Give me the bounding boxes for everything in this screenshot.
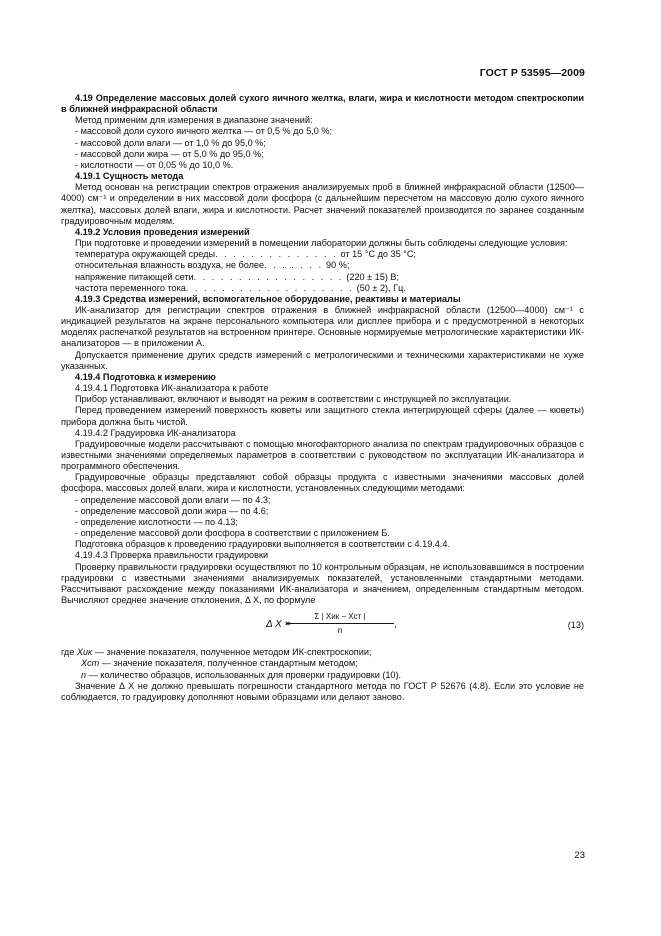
subsubsection-title: 4.19.4.2 Градуировка ИК-анализатора xyxy=(75,427,236,438)
where-item: Xст — значение показателя, полученное стандартным методом; xyxy=(81,658,358,669)
formula-number: (13) xyxy=(567,620,584,631)
paragraph: Подготовка образцов к проведению градуировки выполняется в соответствии с 4.19.4.4. xyxy=(75,539,451,550)
where-item: где Xик — значение показателя, полученное методом ИК-спектроскопии; xyxy=(61,647,372,658)
condition-row: напряжение питающей сети . . . . . . . . . . . . . . . . . (220 ± 15) В; xyxy=(75,271,400,282)
paragraph: Значение Δ X не должно превышать погрешности стандартного метода по ГОСТ Р 52676 (4.8). Если это условие не соблюдается, то градуировку дополняют новыми образцами или делают заново. xyxy=(61,680,584,702)
range-intro: Метод применим для измерения в диапазоне значений: xyxy=(75,115,313,126)
range-item: - массовой доли сухого яичного желтка — от 0,5 % до 5,0 %; xyxy=(75,126,332,137)
method-item: - определение кислотности — по 4.13; xyxy=(75,516,238,527)
formula-denominator: n xyxy=(337,625,343,636)
range-item: - массовой доли жира — от 5,0 % до 95,0 %; xyxy=(75,148,264,159)
paragraph: Допускается применение других средств измерений с метрологическими и техническими характеристиками не хуже указанных. xyxy=(61,349,584,371)
subsubsection-title: 4.19.4.1 Подготовка ИК-анализатора к работе xyxy=(75,383,269,394)
subsection-title: 4.19.2 Условия проведения измерений xyxy=(75,226,250,237)
paragraph: При подготовке и проведении измерений в помещении лаборатории должны быть соблюдены следующие условия: xyxy=(75,238,568,249)
formula-lhs: Δ X = xyxy=(266,619,291,631)
condition-row: температура окружающей среды . . . . . . . . . . . . . . от 15 °С до 35 °С; xyxy=(75,249,416,260)
formula-numerator: Σ | Xик − Xст | xyxy=(286,611,394,624)
method-item: - определение массовой доли влаги — по 4.3; xyxy=(75,494,271,505)
section-title: 4.19 Определение массовых долей сухого яичного желтка, влаги, жира и кислотности методом спектроскопии в ближней инфракрасной области xyxy=(61,93,584,115)
page-number: 23 xyxy=(574,850,585,861)
subsection-title: 4.19.1 Сущность метода xyxy=(75,171,184,182)
paragraph: Перед проведением измерений поверхность кюветы или защитного стекла интегрирующей сферы (далее — кюветы) прибора должна быть чистой. xyxy=(61,405,584,427)
formula-13 xyxy=(61,611,584,645)
document-body xyxy=(61,93,584,703)
method-item: - определение массовой доли фосфора в соответствии с приложением Б. xyxy=(75,528,390,539)
condition-row: частота переменного тока . . . . . . . . . . . . . . . . . . . (50 ± 2), Гц. xyxy=(75,282,406,293)
subsection-title: 4.19.3 Средства измерений, вспомогательное оборудование, реактивы и материалы xyxy=(75,293,461,304)
document-header: ГОСТ Р 53595—2009 xyxy=(479,67,585,79)
range-item: - массовой доли влаги — от 1,0 % до 95,0 %; xyxy=(75,137,266,148)
subsection-title: 4.19.4 Подготовка к измерению xyxy=(75,371,216,382)
paragraph: Градуировочные модели рассчитывают с помощью многофакторного анализа по спектрам градуировочных образцов с известными значениями определяемых параметров в соответствии с руководством по эксплуатации ИК-анализатора и программного обеспечения. xyxy=(61,438,584,472)
paragraph: Градуировочные образцы представляют собой образцы продукта с известными значениями массовых долей фосфора, массовых долей влаги, жира и кислотности, установленных следующими методами: xyxy=(61,472,584,494)
paragraph: ИК-анализатор для регистрации спектров отражения в ближней инфракрасной области (12500—4000) см⁻¹ с индикацией результатов на экране персонального компьютера или дисплее прибора и с предусмотренной в некоторых моделях распечаткой результатов на встроенном принтере. Основные нормируемые метрологические характеристики ИК-анализаторов — в приложении А. xyxy=(61,304,584,349)
paragraph: Проверку правильности градуировки осуществляют по 10 контрольным образцам, не использовавшимся в построении градуировки с известными значениями анализируемых показателей, установленными стандартными методами. Рассчитывают расхождение между показаниями ИК-анализатора и значением, определенным стандартным методом. Вычисляют среднее значение отклонения, Δ X, по формуле xyxy=(61,561,584,606)
subsubsection-title: 4.19.4.3 Проверка правильности градуировки xyxy=(75,550,269,561)
formula-fraction xyxy=(286,611,394,636)
where-item: n — количество образцов, использованных для проверки градуировки (10). xyxy=(81,669,402,680)
condition-row: относительная влажность воздуха, не более . . . . . . . 90 %; xyxy=(75,260,350,271)
formula-comma: , xyxy=(394,619,397,630)
range-item: - кислотности — от 0,05 % до 10,0 %. xyxy=(75,159,234,170)
paragraph: Прибор устанавливают, включают и выводят на режим в соответствии с инструкцией по эксплуатации. xyxy=(75,394,512,405)
method-item: - определение массовой доли жира — по 4.6; xyxy=(75,505,269,516)
paragraph: Метод основан на регистрации спектров отражения анализируемых проб в ближней инфракрасной области (12500—4000) см⁻¹ и определении в них массовой доли фосфора (с дальнейшим пересчетом на массовую долю сухого яичного желтка), массовых долей влаги, жира и кислотности. Расчет значений показателей производится по заранее созданным градуировочным моделям. xyxy=(61,182,584,226)
